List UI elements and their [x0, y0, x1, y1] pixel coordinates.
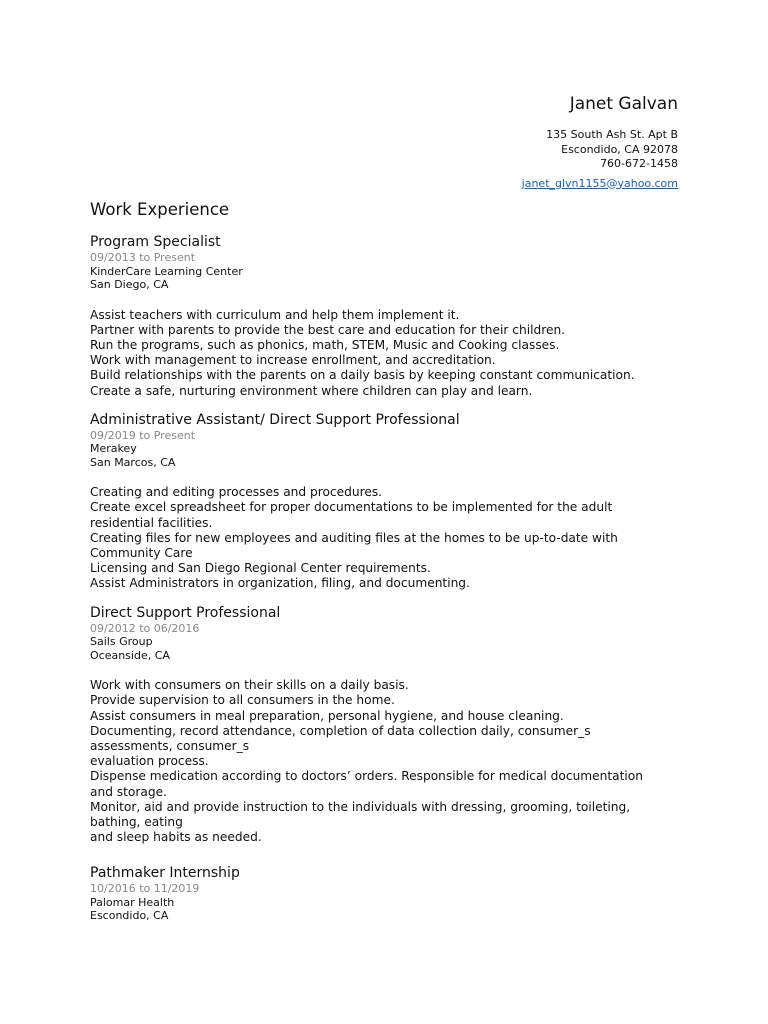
job-location: Escondido, CA	[90, 909, 169, 923]
job-description	[90, 678, 680, 845]
job-entry	[90, 605, 680, 846]
description-line: Provide supervision to all consumers in the home.	[90, 693, 395, 708]
description-line: Assist Administrators in organization, filing, and documenting.	[90, 576, 470, 591]
description-line: Assist consumers in meal preparation, personal hygiene, and house cleaning.	[90, 708, 564, 723]
description-line: and storage.	[90, 784, 167, 799]
job-dates: 09/2012 to 06/2016	[90, 621, 200, 635]
job-title: Pathmaker Internship	[90, 865, 240, 882]
job-employer: KinderCare Learning Center	[90, 264, 243, 278]
description-line: Documenting, record attendance, completion of data collection daily, consumer_s	[90, 723, 591, 738]
section-title: Work Experience	[90, 200, 230, 219]
job-employer: Merakey	[90, 442, 137, 456]
job-title: Direct Support Professional	[90, 604, 281, 621]
phone-number: 760-672-1458	[600, 157, 678, 170]
job-employer: Palomar Health	[90, 895, 175, 909]
description-line: bathing, eating	[90, 814, 183, 829]
job-location: San Diego, CA	[90, 278, 169, 291]
description-line: Creating files for new employees and auditing files at the homes to be up-to-date with	[90, 530, 618, 545]
resume-header	[90, 92, 678, 191]
candidate-name: Janet Galvan	[569, 94, 678, 114]
work-experience-section	[90, 198, 680, 923]
description-line: Community Care	[90, 546, 193, 561]
job-dates: 09/2019 to Present	[90, 428, 196, 442]
description-line: Create a safe, nurturing environment where children can play and learn.	[90, 383, 533, 398]
description-line: assessments, consumer_s	[90, 738, 250, 753]
job-employer: Sails Group	[90, 635, 153, 649]
description-line: evaluation process.	[90, 754, 209, 769]
description-line: Dispense medication according to doctors’ orders. Responsible for medical documentation	[90, 769, 643, 784]
description-line: Creating and editing processes and procedures.	[90, 485, 383, 500]
description-line: Assist teachers with curriculum and help them implement it.	[90, 307, 460, 322]
job-location: San Marcos, CA	[90, 455, 176, 469]
job-description	[90, 485, 680, 591]
email-link[interactable]: janet_glvn1155@yahoo.com	[521, 176, 678, 190]
job-entry	[90, 412, 680, 592]
description-line: residential facilities.	[90, 515, 213, 530]
job-dates: 09/2013 to Present	[90, 251, 196, 264]
job-entry	[90, 865, 680, 923]
address-line-1: 135 South Ash St. Apt B	[546, 128, 678, 141]
description-line: Work with management to increase enrollment, and accreditation.	[90, 353, 496, 368]
description-line: and sleep habits as needed.	[90, 830, 262, 845]
address-line-2: Escondido, CA 92078	[561, 142, 678, 156]
job-entry	[90, 234, 680, 399]
description-line: Create excel spreadsheet for proper documentations to be implemented for the adult	[90, 500, 613, 515]
description-line: Monitor, aid and provide instruction to the individuals with dressing, grooming, toileting,	[90, 799, 631, 814]
description-line: Partner with parents to provide the best care and education for their children.	[90, 322, 566, 337]
job-description	[90, 308, 680, 399]
description-line: Work with consumers on their skills on a daily basis.	[90, 678, 409, 693]
job-location: Oceanside, CA	[90, 648, 170, 662]
job-dates: 10/2016 to 11/2019	[90, 882, 200, 896]
description-line: Licensing and San Diego Regional Center requirements.	[90, 561, 431, 576]
description-line: Build relationships with the parents on a daily basis by keeping constant communication.	[90, 368, 635, 383]
job-title: Program Specialist	[90, 234, 221, 250]
job-title: Administrative Assistant/ Direct Support Professional	[90, 411, 460, 428]
description-line: Run the programs, such as phonics, math, STEM, Music and Cooking classes.	[90, 337, 560, 352]
